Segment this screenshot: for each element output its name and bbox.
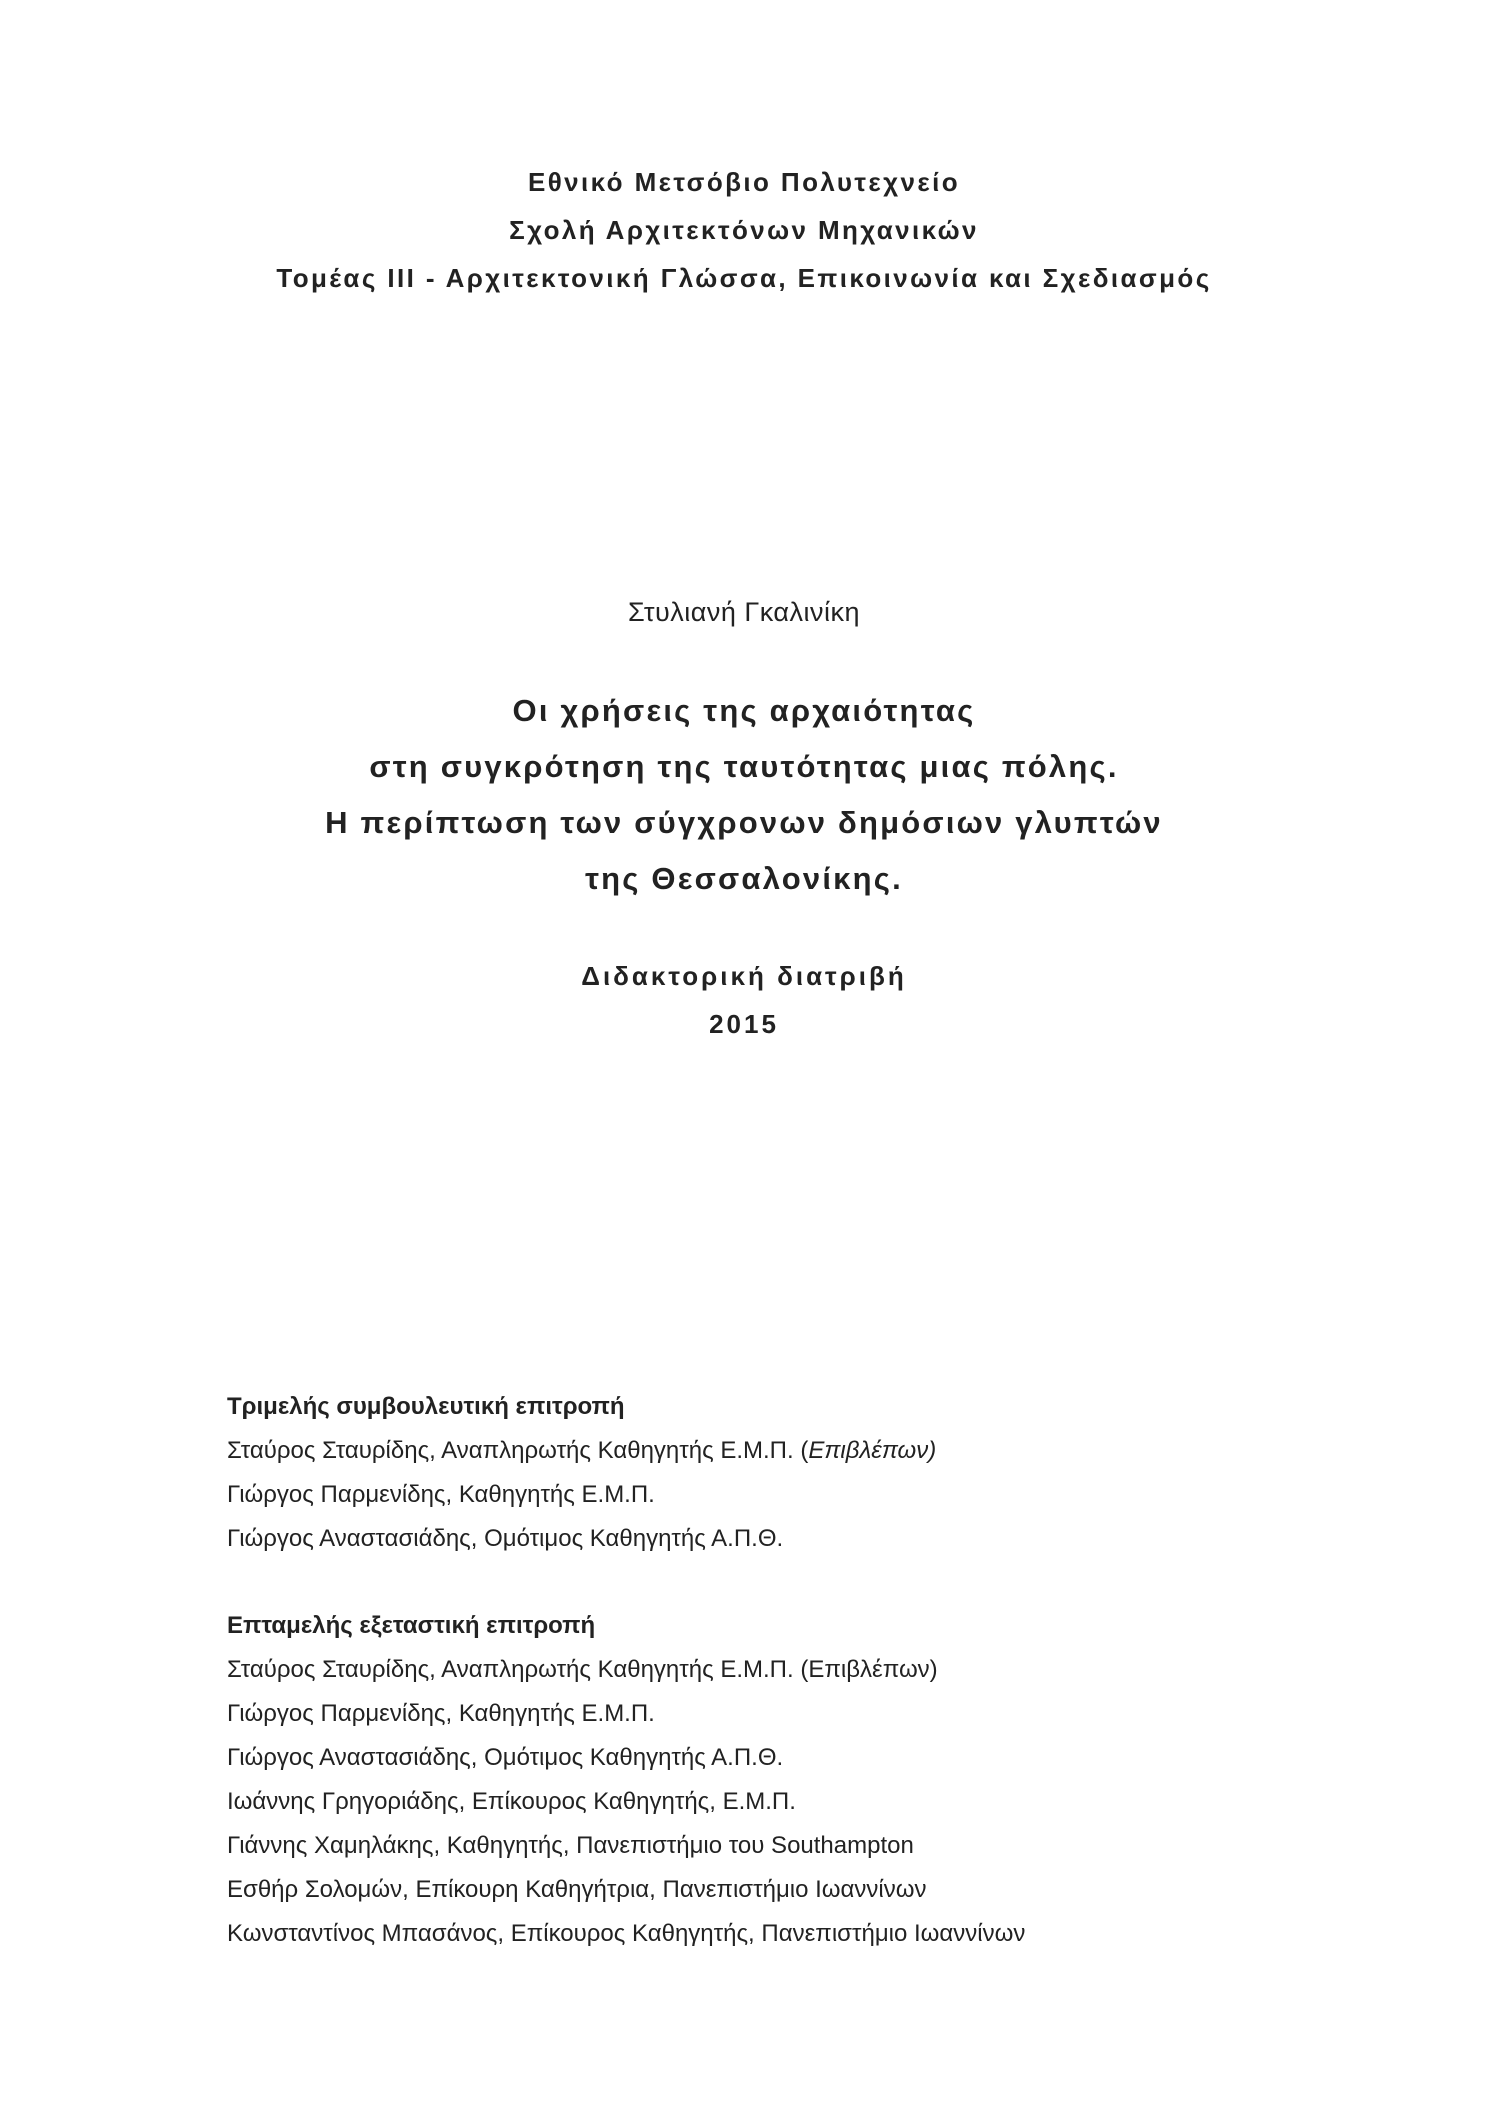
thesis-title [0, 683, 1488, 907]
thesis-year: 2015 [709, 1009, 779, 1039]
title-line: Οι χρήσεις της αρχαιότητας [512, 693, 976, 728]
committee-member: Ιωάννης Γρηγοριάδης, Επίκουρος Καθηγητής, Ε.Μ.Π. [227, 1788, 796, 1815]
committee-member: Γιώργος Παρμενίδης, Καθηγητής Ε.Μ.Π. [227, 1700, 655, 1727]
committee-member: Γιώργος Αναστασιάδης, Ομότιμος Καθηγητής Α.Π.Θ. [227, 1525, 784, 1552]
committee-member: Γιάννης Χαμηλάκης, Καθηγητής, Πανεπιστήμιο του Southampton [227, 1832, 914, 1859]
institution-header [0, 158, 1488, 302]
examination-committee [227, 1604, 1327, 1956]
committee-member: Εσθήρ Σολομών, Επίκουρη Καθηγήτρια, Πανεπιστήμιο Ιωαννίνων [227, 1876, 927, 1903]
member-role-note: Επιβλέπων) [808, 1437, 937, 1464]
title-line: της Θεσσαλονίκης. [585, 861, 903, 896]
committee-member: Κωνσταντίνος Μπασάνος, Επίκουρος Καθηγητής, Πανεπιστήμιο Ιωαννίνων [227, 1920, 1026, 1947]
committee-member: Γιώργος Παρμενίδης, Καθηγητής Ε.Μ.Π. [227, 1481, 655, 1508]
member-text: Σταύρος Σταυρίδης, Αναπληρωτής Καθηγητής Ε.Μ.Π. ( [227, 1437, 809, 1464]
department-name: Τομέας ΙΙΙ - Αρχιτεκτονική Γλώσσα, Επικοινωνία και Σχεδιασμός [276, 263, 1212, 293]
committee-member [227, 1429, 1327, 1473]
advisory-committee [227, 1385, 1327, 1561]
thesis-info [0, 952, 1488, 1048]
thesis-type: Διδακτορική διατριβή [581, 961, 907, 991]
advisory-committee-heading: Τριμελής συμβουλευτική επιτροπή [227, 1393, 625, 1420]
title-line: στη συγκρότηση της ταυτότητας μιας πόλης. [369, 749, 1119, 784]
committee-member: Γιώργος Αναστασιάδης, Ομότιμος Καθηγητής Α.Π.Θ. [227, 1744, 784, 1771]
examination-committee-heading: Επταμελής εξεταστική επιτροπή [227, 1612, 596, 1639]
school-name: Σχολή Αρχιτεκτόνων Μηχανικών [509, 215, 979, 245]
committee-member: Σταύρος Σταυρίδης, Αναπληρωτής Καθηγητής Ε.Μ.Π. (Επιβλέπων) [227, 1656, 938, 1683]
author-name: Στυλιανή Γκαλινίκη [627, 597, 861, 627]
university-name: Εθνικό Μετσόβιο Πολυτεχνείο [527, 167, 961, 197]
title-line: Η περίπτωση των σύγχρονων δημόσιων γλυπτών [325, 805, 1163, 840]
